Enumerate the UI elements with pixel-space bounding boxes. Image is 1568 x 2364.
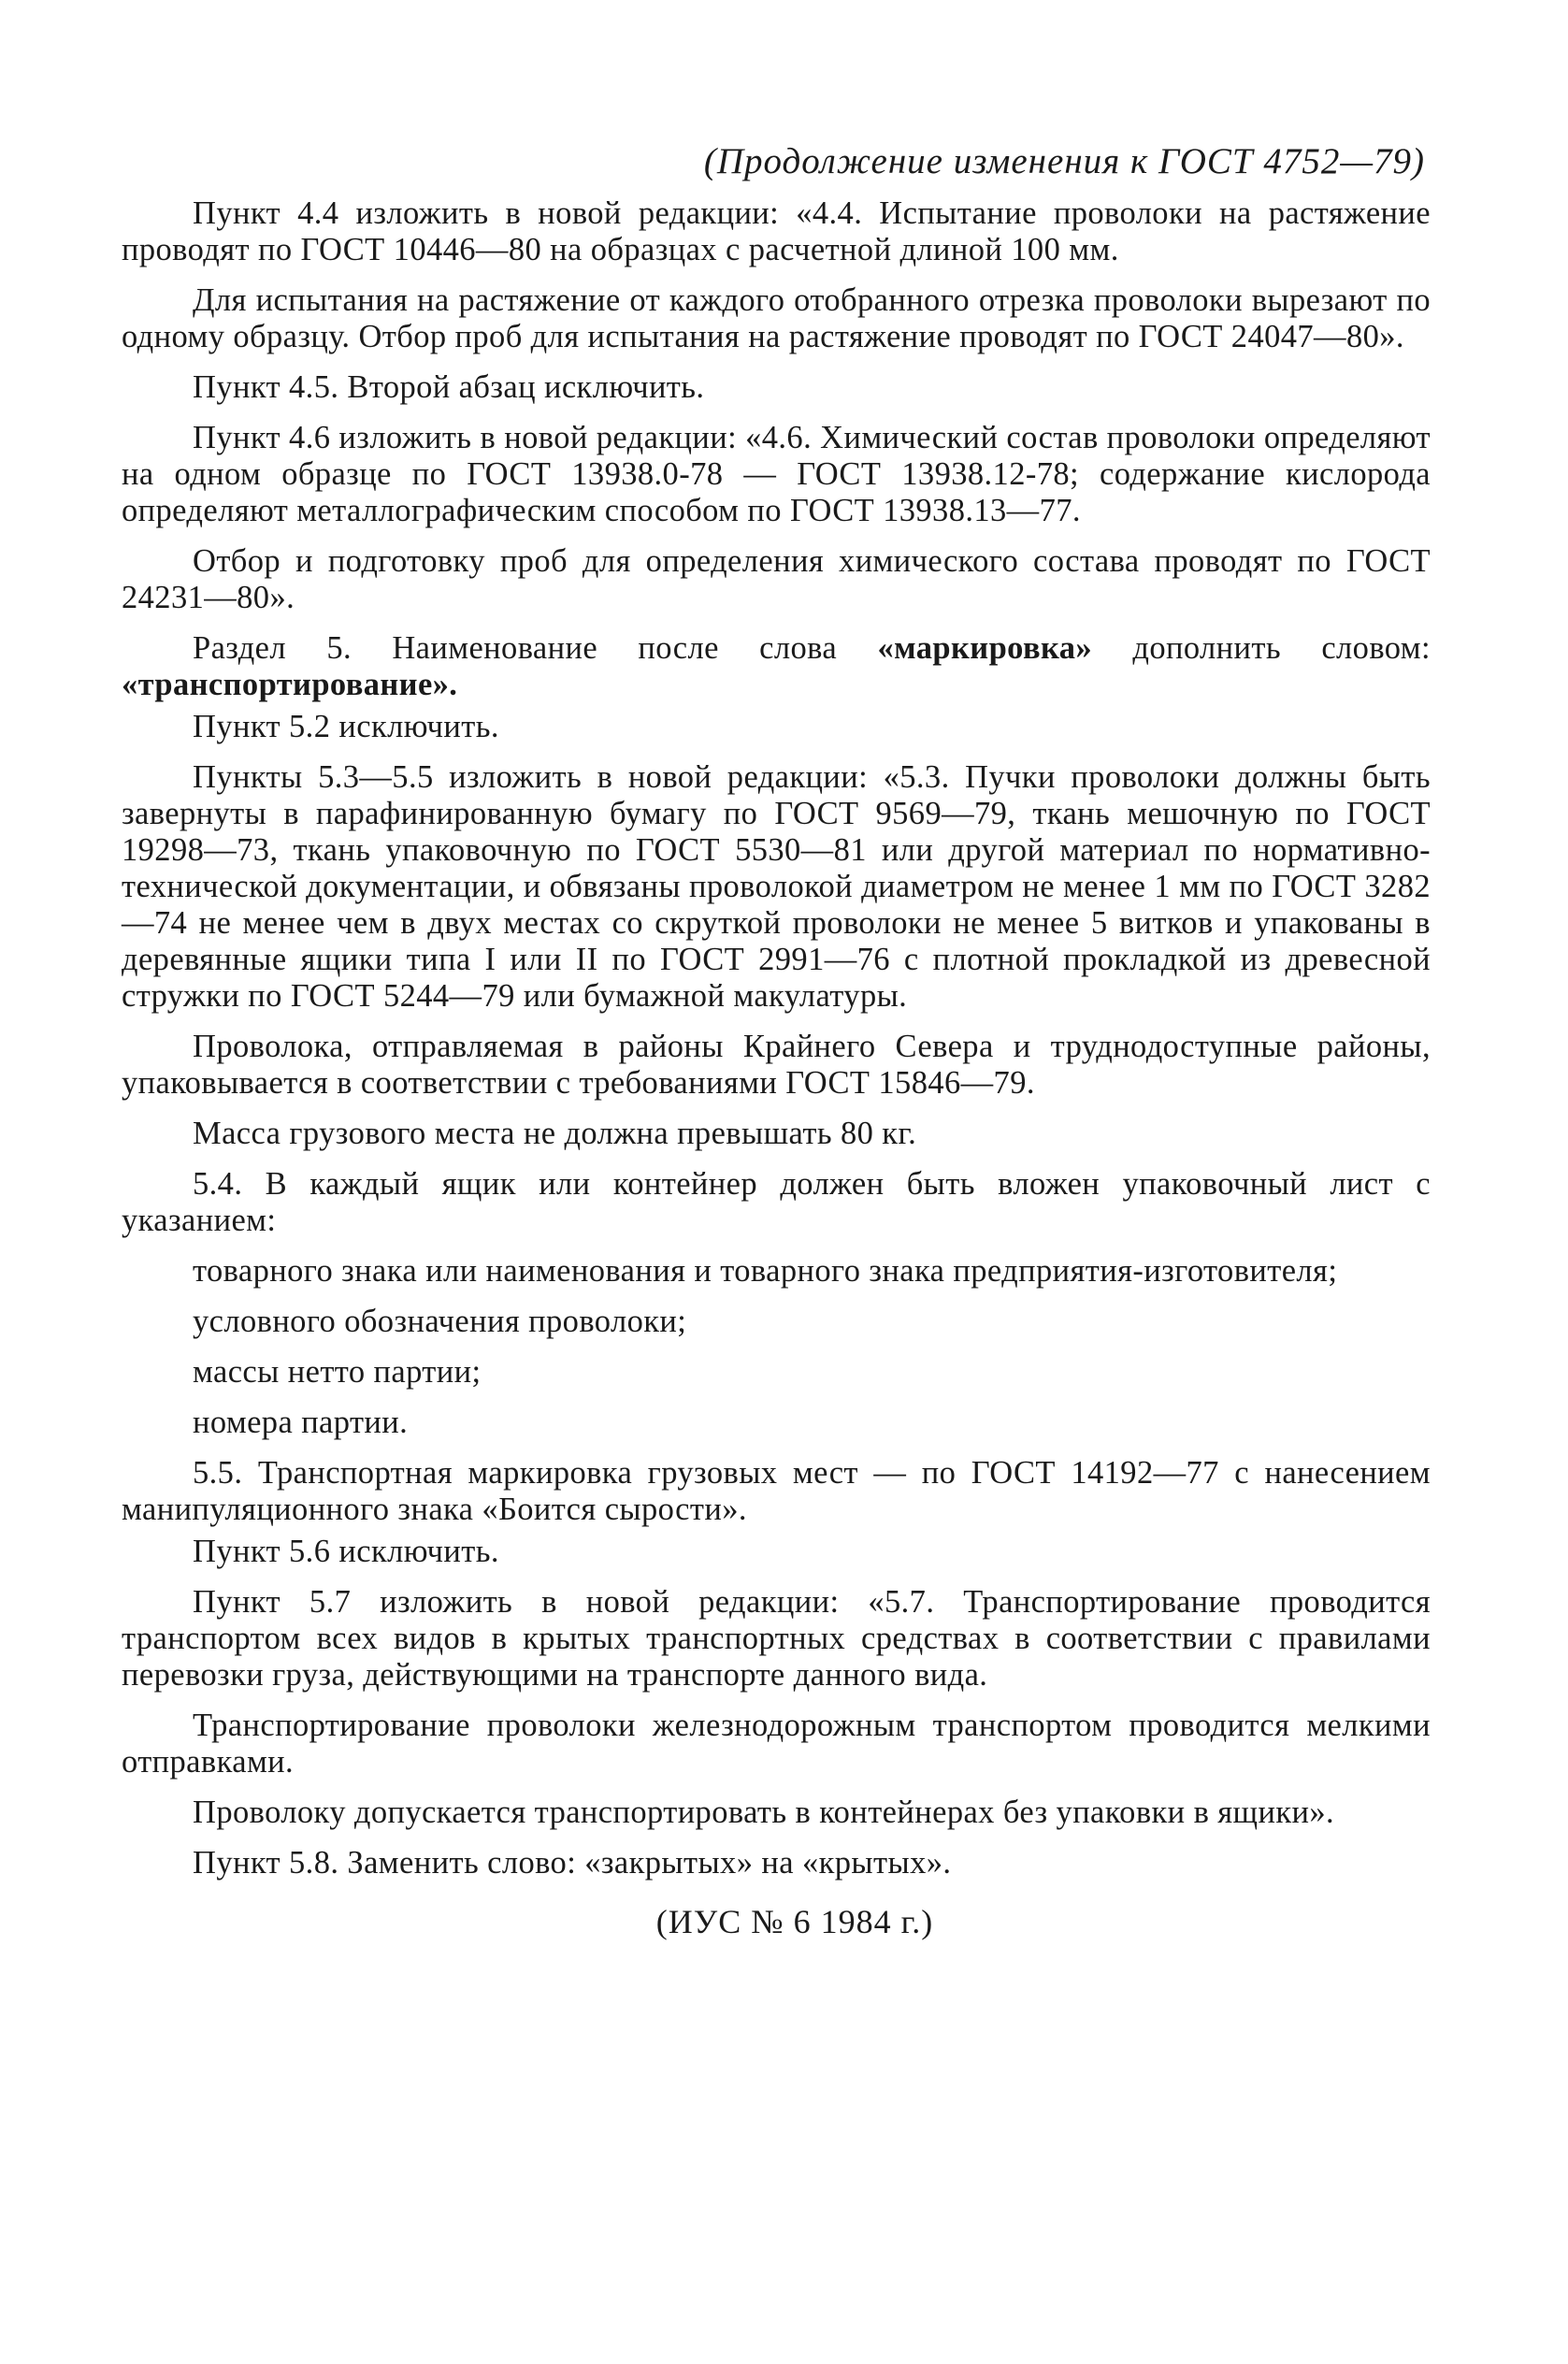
section5-prefix: Раздел 5. Наименование после слова bbox=[193, 630, 878, 666]
paragraph-5-7: Пункт 5.7 изложить в новой редакции: «5.7. Транспортирование проводится транспортом всех видов в крытых транспортных средствах в соответствии с правилами перевозки груза, действующими на транспорте данного вида. bbox=[122, 1584, 1431, 1693]
paragraph-4-4-sampling: Для испытания на растяжение от каждого отобранного отрезка проволоки вырезают по одному образцу. Отбор проб для испытания на растяжение проводят по ГОСТ 24047—80». bbox=[122, 282, 1431, 354]
paragraph-5-3: Пункты 5.3—5.5 изложить в новой редакции: «5.3. Пучки проволоки должны быть завернуты в парафинированную бумагу по ГОСТ 9569—79, ткань мешочную по ГОСТ 19298—73, ткань упаковочную по ГОСТ 5530—81 или другой материал по нормативно-технической документации, и обвязаны проволокой диаметром не менее 1 мм по ГОСТ 3282—74 не менее чем в двух местах со скруткой проволоки не менее 5 витков и упакованы в деревянные ящики типа I или II по ГОСТ 2991—76 с плотной прокладкой из древесной стружки по ГОСТ 5244—79 или бумажной макулатуры. bbox=[122, 759, 1431, 1014]
paragraph-5-2: Пункт 5.2 исключить. bbox=[193, 709, 499, 744]
paragraph-5-4: 5.4. В каждый ящик или контейнер должен быть вложен упаковочный лист с указанием: bbox=[122, 1166, 1431, 1238]
continuation-header: (Продолжение изменения к ГОСТ 4752—79) bbox=[703, 141, 1425, 181]
paragraph-4-5: Пункт 4.5. Второй абзац исключить. bbox=[193, 369, 705, 405]
paragraph-5-6: Пункт 5.6 исключить. bbox=[193, 1534, 499, 1569]
list-item-net-mass: массы нетто партии; bbox=[193, 1354, 482, 1390]
footer-source: (ИУС № 6 1984 г.) bbox=[655, 1903, 934, 1940]
paragraph-mass: Масса грузового места не должна превышать 80 кг. bbox=[193, 1116, 917, 1151]
list-item-trademark: товарного знака или наименования и товарного знака предприятия-изготовителя; bbox=[193, 1253, 1338, 1289]
list-item-lot-number: номера партии. bbox=[193, 1405, 409, 1440]
paragraph-5-8: Пункт 5.8. Заменить слово: «закрытых» на «крытых». bbox=[193, 1845, 952, 1881]
list-item-designation: условного обозначения проволоки; bbox=[193, 1304, 687, 1339]
paragraph-4-6: Пункт 4.6 изложить в новой редакции: «4.6. Химический состав проволоки определяют на одном образце по ГОСТ 13938.0-78 — ГОСТ 13938.12-78; содержание кислорода определяют металлографическим способом по ГОСТ 13938.13—77. bbox=[122, 420, 1431, 528]
paragraph-containers: Проволоку допускается транспортировать в контейнерах без упаковки в ящики». bbox=[193, 1795, 1335, 1830]
paragraph-rail-transport: Транспортирование проволоки железнодорожным транспортом проводится мелкими отправками. bbox=[122, 1708, 1431, 1780]
section5-middle: дополнить словом: bbox=[1092, 630, 1431, 666]
section5-bold-marking: «маркировка» bbox=[877, 630, 1093, 666]
document-page bbox=[122, 140, 1431, 1941]
paragraph-5-5: 5.5. Транспортная маркировка грузовых мест — по ГОСТ 14192—77 с нанесением манипуляционного знака «Боится сырости». bbox=[122, 1455, 1431, 1527]
paragraph-section-5 bbox=[122, 630, 1431, 703]
paragraph-4-4: Пункт 4.4 изложить в новой редакции: «4.4. Испытание проволоки на растяжение проводят по ГОСТ 10446—80 на образцах с расчетной длиной 100 мм. bbox=[122, 195, 1431, 267]
paragraph-far-north: Проволока, отправляемая в районы Крайнего Севера и труднодоступные районы, упаковывается в соответствии с требованиями ГОСТ 15846—79. bbox=[122, 1029, 1431, 1101]
section5-bold-transport: «транспортирование». bbox=[122, 667, 458, 702]
paragraph-4-6-sampling: Отбор и подготовку проб для определения химического состава проводят по ГОСТ 24231—80». bbox=[122, 543, 1431, 615]
